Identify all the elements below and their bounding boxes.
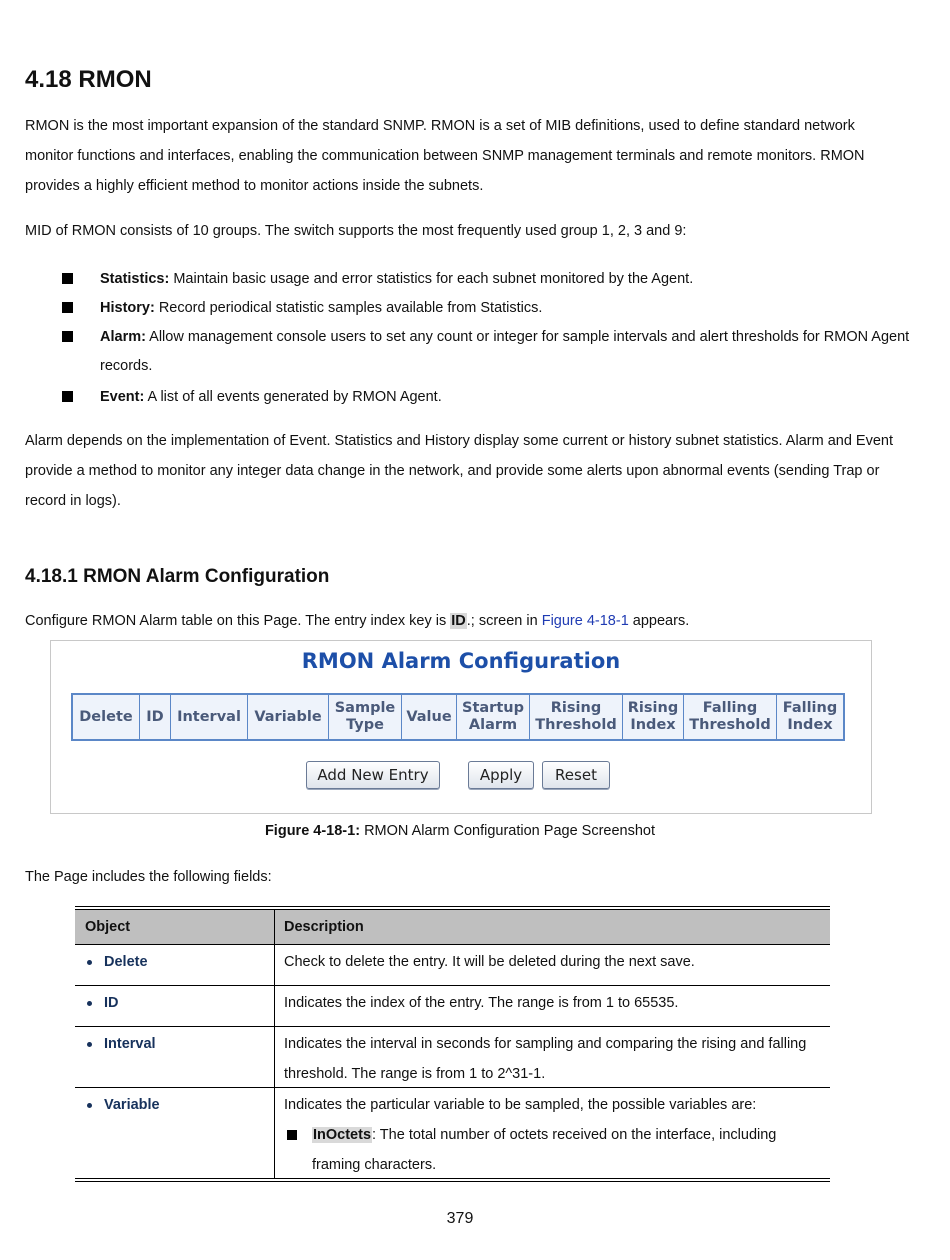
bullet-dot-icon bbox=[87, 960, 92, 965]
bullet-dot-icon bbox=[87, 1103, 92, 1108]
col-falling-index: Falling Index bbox=[777, 694, 845, 740]
col-delete: Delete bbox=[72, 694, 140, 740]
object-cell: Delete bbox=[75, 945, 275, 985]
square-bullet-icon bbox=[62, 273, 73, 284]
variable-option bbox=[284, 1120, 821, 1180]
description-cell bbox=[275, 1088, 830, 1178]
description-cell: Indicates the index of the entry. The range is from 1 to 65535. bbox=[284, 995, 679, 1011]
caption-text: RMON Alarm Configuration Page Screenshot bbox=[360, 823, 656, 839]
alarm-paragraph: Alarm depends on the implementation of Event. Statistics and History display some current or history subnet statistics. Alarm and Event provide a method to monitor any integer data change in the network, and provide some alerts upon abnormal events (sending Trap or record in logs). bbox=[25, 433, 893, 509]
fields-intro-paragraph: The Page includes the following fields: bbox=[25, 869, 272, 885]
group-text: A list of all events generated by RMON Agent. bbox=[144, 389, 442, 405]
object-cell: ID bbox=[75, 986, 275, 1026]
apply-button[interactable]: Apply bbox=[468, 761, 534, 789]
description-cell: Indicates the interval in seconds for sampling and comparing the rising and falling threshold. The range is from 1 to 2^31-1. bbox=[284, 1036, 807, 1082]
list-item bbox=[60, 323, 910, 381]
figure-title: RMON Alarm Configuration bbox=[301, 649, 621, 673]
rmon-alarm-screenshot bbox=[50, 640, 872, 814]
group-term: History: bbox=[100, 300, 155, 316]
table-row bbox=[75, 1088, 830, 1178]
description-text: Indicates the particular variable to be sampled, the possible variables are: bbox=[284, 1097, 757, 1113]
list-item bbox=[60, 383, 910, 412]
list-item bbox=[60, 294, 910, 323]
intro-text: appears. bbox=[628, 613, 690, 629]
group-text: Record periodical statistic samples available from Statistics. bbox=[154, 300, 543, 316]
col-sample-type: Sample Type bbox=[329, 694, 402, 740]
square-bullet-icon bbox=[62, 391, 73, 402]
config-intro-paragraph bbox=[25, 606, 905, 636]
description-header: Description bbox=[284, 919, 364, 935]
col-value: Value bbox=[402, 694, 457, 740]
col-variable: Variable bbox=[248, 694, 329, 740]
variable-term: InOctets bbox=[313, 1127, 372, 1143]
section-heading: 4.18 RMON bbox=[25, 66, 152, 93]
object-cell: Variable bbox=[75, 1088, 275, 1178]
rmon-groups-list bbox=[60, 265, 910, 412]
col-id: ID bbox=[140, 694, 171, 740]
square-bullet-icon bbox=[62, 331, 73, 342]
object-cell: Interval bbox=[75, 1027, 275, 1087]
table-row bbox=[75, 1027, 830, 1088]
group-term: Statistics: bbox=[100, 271, 170, 287]
figure-link[interactable]: Figure 4-18-1 bbox=[541, 613, 629, 629]
page-number: 379 bbox=[446, 1210, 474, 1227]
fields-table bbox=[75, 906, 830, 1182]
group-text: Maintain basic usage and error statistics for each subnet monitored by the Agent. bbox=[169, 271, 694, 287]
object-header: Object bbox=[75, 910, 275, 944]
alarm-config-table bbox=[71, 693, 845, 741]
col-rising-index: Rising Index bbox=[623, 694, 684, 740]
col-interval: Interval bbox=[171, 694, 248, 740]
col-falling-threshold: Falling Threshold bbox=[684, 694, 777, 740]
description-cell: Check to delete the entry. It will be deleted during the next save. bbox=[284, 954, 695, 970]
caption-label: Figure 4-18-1: bbox=[264, 823, 361, 839]
reset-button[interactable]: Reset bbox=[542, 761, 610, 789]
intro-text: .; screen in bbox=[466, 613, 542, 629]
square-bullet-icon bbox=[62, 302, 73, 313]
table-row bbox=[75, 986, 830, 1027]
subsection-heading: 4.18.1 RMON Alarm Configuration bbox=[25, 566, 330, 587]
col-rising-threshold: Rising Threshold bbox=[530, 694, 623, 740]
variable-text: : The total number of octets received on the interface, including framing characters. bbox=[312, 1127, 777, 1173]
bullet-dot-icon bbox=[87, 1001, 92, 1006]
rmon-intro-paragraph: RMON is the most important expansion of the standard SNMP. RMON is a set of MIB definitions, used to define standard network monitor functions and interfaces, enabling the communication between SNMP management terminals and remote monitors. RMON provides a highly efficient method to monitor actions inside the subnets. bbox=[25, 118, 865, 194]
table-header-row bbox=[72, 694, 844, 740]
col-startup-alarm: Startup Alarm bbox=[457, 694, 530, 740]
figure-caption bbox=[0, 823, 920, 839]
group-term: Alarm: bbox=[100, 329, 146, 345]
table-row bbox=[75, 945, 830, 986]
add-new-entry-button[interactable]: Add New Entry bbox=[306, 761, 440, 789]
square-bullet-icon bbox=[287, 1130, 297, 1140]
group-term: Event: bbox=[100, 389, 145, 405]
list-item bbox=[60, 265, 910, 294]
index-key: ID bbox=[451, 613, 466, 629]
bullet-dot-icon bbox=[87, 1042, 92, 1047]
group-text: Allow management console users to set any count or integer for sample intervals and alert thresholds for RMON Agent records. bbox=[100, 329, 910, 374]
table-header-row bbox=[75, 910, 830, 945]
groups-intro-paragraph: MID of RMON consists of 10 groups. The switch supports the most frequently used group 1, 2, 3 and 9: bbox=[25, 223, 687, 239]
intro-text: Configure RMON Alarm table on this Page. The entry index key is bbox=[25, 613, 451, 629]
